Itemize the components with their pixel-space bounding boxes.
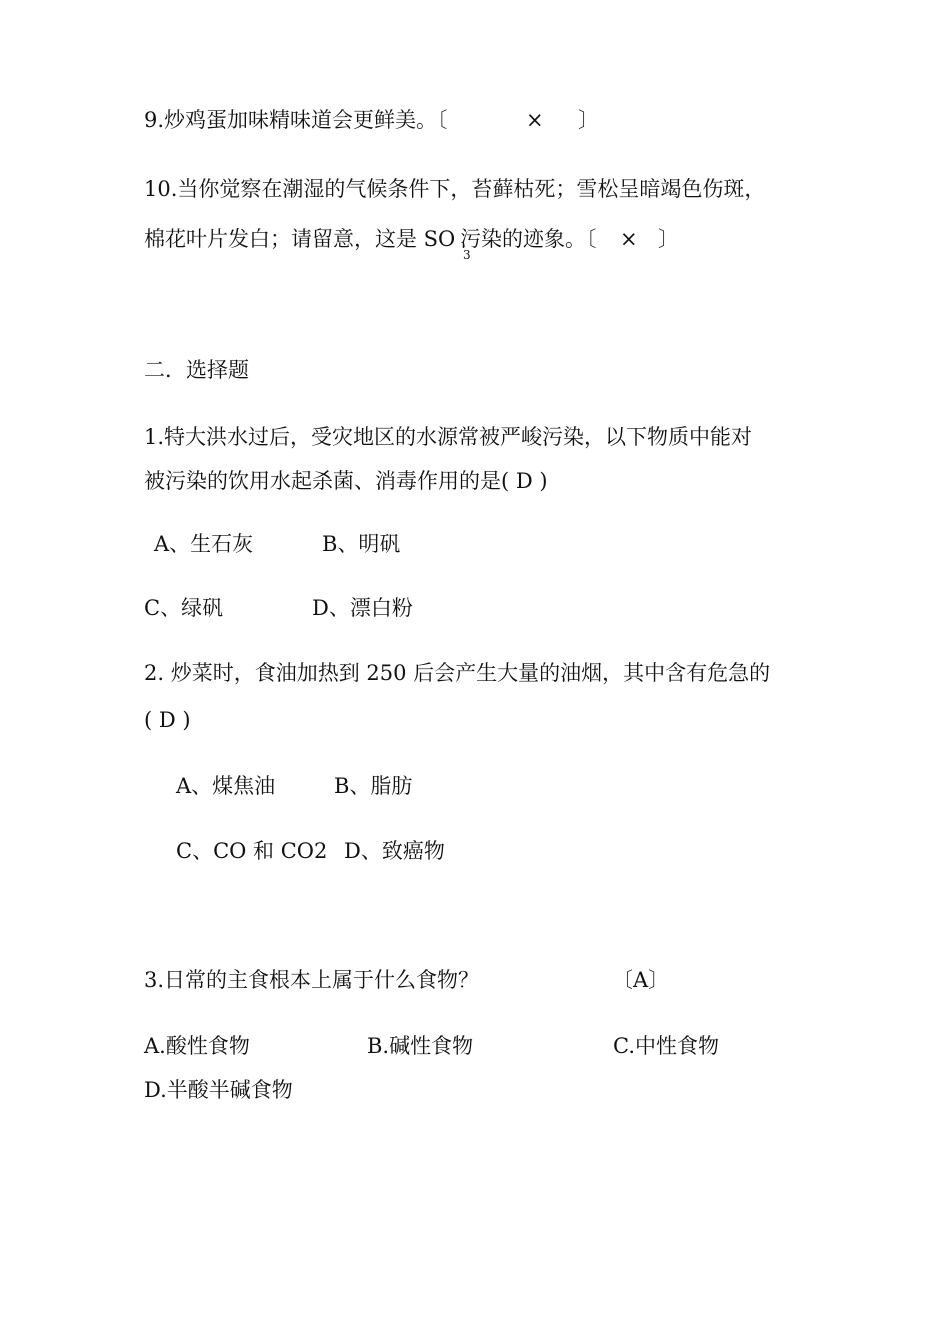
question-9-close-bracket: 〕 — [578, 108, 599, 132]
choice-3-option-d: D.半酸半碱食物 — [144, 1078, 293, 1102]
question-10-subscript: 3 — [463, 248, 471, 262]
section-title: 二．选择题 — [144, 358, 249, 382]
choice-1-option-c: C、绿矾 — [144, 596, 224, 620]
choice-1-option-b: B、明矾 — [322, 532, 401, 556]
question-9 — [144, 105, 448, 135]
choice-2-option-b: B、脂肪 — [334, 774, 413, 798]
choice-1-option-d: D、漂白粉 — [312, 596, 413, 620]
choice-1-option-a: A、生石灰 — [154, 532, 254, 556]
choice-2-line-1: 2. 炒菜时，食油加热到 250 后会产生大量的油烟，其中含有危急的 — [144, 661, 771, 685]
choice-3-option-c: C.中性食物 — [613, 1034, 719, 1058]
question-10-line-1: 10.当你觉察在潮湿的气候条件下，苔藓枯死；雪松呈暗竭色伤斑， — [144, 177, 766, 201]
choice-3-answer: 〔A〕 — [612, 968, 670, 992]
choice-3-question: 3.日常的主食根本上属于什么食物？ — [144, 968, 480, 992]
question-10-line-2b: 污染的迹象。〔 — [460, 227, 597, 251]
choice-2-option-c: C、CO 和 CO2 — [176, 839, 328, 863]
choice-1-line-1: 1.特大洪水过后，受灾地区的水源常被严峻污染，以下物质中能对 — [144, 425, 753, 449]
question-10-close-bracket: 〕 — [658, 227, 679, 251]
choice-2-option-a: A、煤焦油 — [176, 774, 276, 798]
question-9-answer: × — [526, 108, 544, 132]
choice-1-line-2: 被污染的饮用水起杀菌、消毒作用的是( D ) — [144, 469, 548, 493]
question-10-answer: × — [620, 227, 638, 251]
question-9-text: 9.炒鸡蛋加味精味道会更鲜美。〔 — [144, 108, 448, 132]
choice-2-option-d: D、致癌物 — [344, 839, 445, 863]
choice-2-line-2: ( D ) — [144, 708, 191, 732]
question-10-line-2a: 棉花叶片发白；请留意，这是 SO — [144, 227, 456, 251]
choice-3-option-a: A.酸性食物 — [144, 1034, 250, 1058]
choice-3-option-b: B.碱性食物 — [367, 1034, 474, 1058]
